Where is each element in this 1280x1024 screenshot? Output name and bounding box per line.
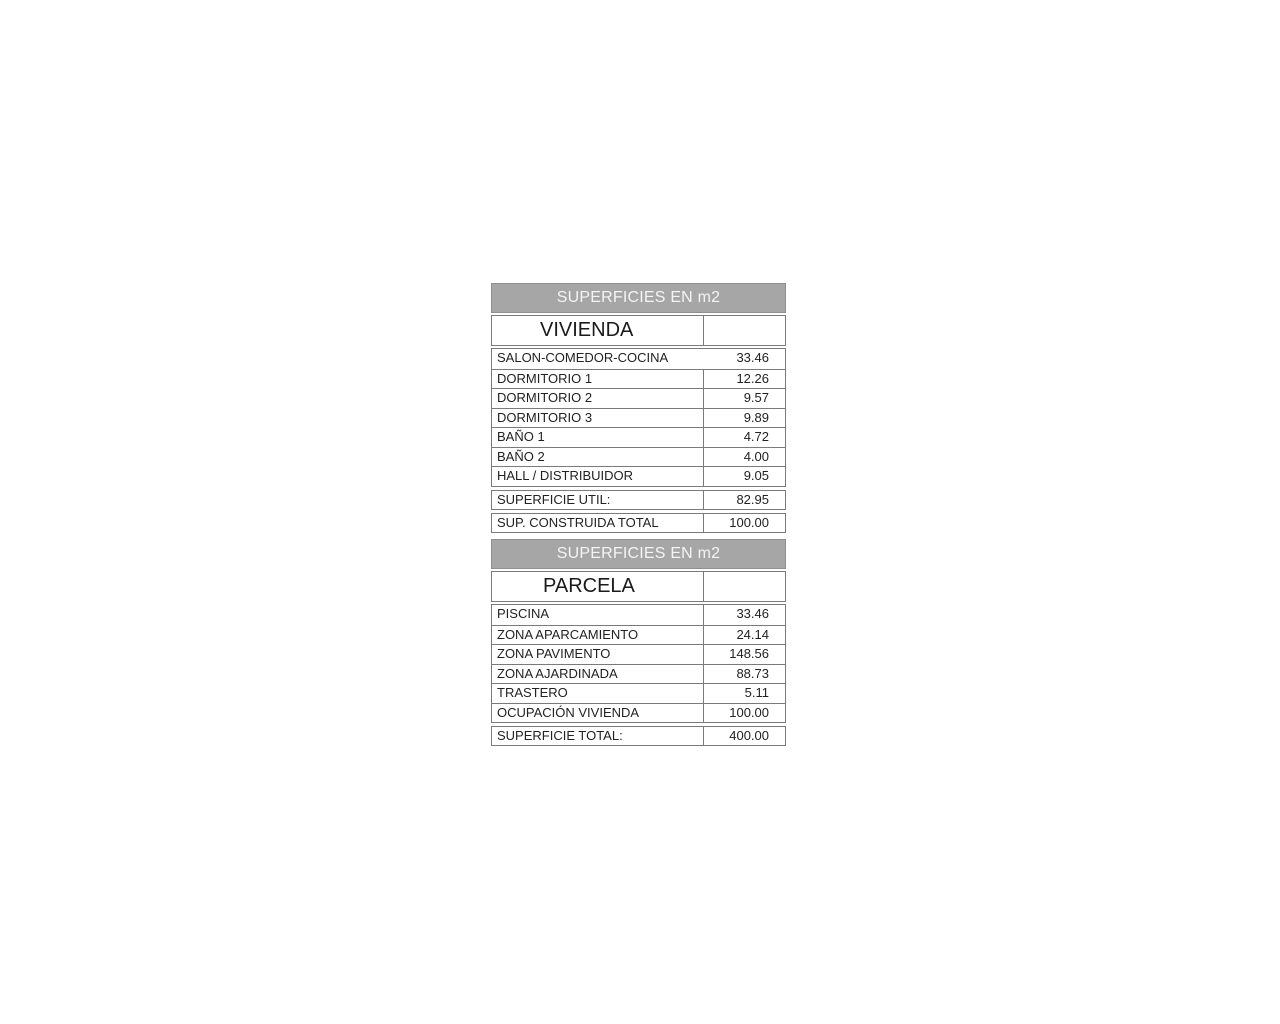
total-value: 400.00 [729,728,769,743]
vivienda-heading: VIVIENDA [492,316,704,345]
construida-value: 100.00 [729,514,769,530]
parcela-heading: PARCELA [492,572,704,601]
row-label: ZONA AJARDINADA [492,665,704,684]
row-value: 33.46 [736,350,769,365]
vivienda-heading-empty-cell [704,316,785,345]
table-row [492,683,785,703]
row-value: 33.46 [736,606,769,621]
row-value: 5.11 [744,685,769,700]
row-label: DORMITORIO 3 [492,409,704,428]
table-row [492,664,785,684]
row-label: ZONA APARCAMIENTO [492,626,704,645]
table-row [492,703,785,723]
row-value: 100.00 [729,704,769,720]
row-label: BAÑO 1 [492,428,704,447]
parcela-table [491,539,786,746]
row-label: PISCINA [492,605,704,625]
table-row [492,447,785,467]
table-row [492,388,785,408]
util-label: SUPERFICIE UTIL: [492,491,704,509]
row-value: 24.14 [736,626,769,642]
vivienda-table [491,283,786,533]
row-value: 12.26 [736,370,769,386]
parcela-total-row [491,726,786,746]
table-row [492,644,785,664]
row-value: 9.57 [743,390,769,405]
parcela-heading-empty-cell [704,572,785,601]
construida-label: SUP. CONSTRUIDA TOTAL [492,514,704,532]
table-row [492,427,785,447]
row-label: SALON-COMEDOR-COCINA [497,350,669,365]
table-row [492,369,785,389]
parcela-rows [491,604,786,723]
parcela-banner: SUPERFICIES EN m2 [491,539,786,569]
vivienda-construida-row [491,513,786,533]
table-row [492,466,785,486]
vivienda-heading-row [491,315,786,346]
vivienda-util-row [491,490,786,510]
row-value: 148.56 [729,646,769,661]
vivienda-banner: SUPERFICIES EN m2 [491,283,786,313]
row-label: BAÑO 2 [492,448,704,467]
row-label: HALL / DISTRIBUIDOR [492,467,704,486]
util-value: 82.95 [736,491,769,507]
row-label: ZONA PAVIMENTO [492,645,704,664]
row-label: TRASTERO [492,684,704,703]
table-row [492,605,785,625]
row-value: 4.00 [743,448,769,464]
row-value: 4.72 [743,429,769,444]
table-row [492,349,785,369]
row-label: DORMITORIO 1 [492,370,704,389]
row-label: DORMITORIO 2 [492,389,704,408]
table-row [492,625,785,645]
row-value: 9.89 [743,409,769,425]
row-value: 88.73 [736,665,769,681]
row-label: OCUPACIÓN VIVIENDA [492,704,704,723]
total-label: SUPERFICIE TOTAL: [492,727,704,745]
parcela-heading-row [491,571,786,602]
table-row [492,408,785,428]
row-value: 9.05 [743,468,769,483]
vivienda-rows [491,348,786,487]
